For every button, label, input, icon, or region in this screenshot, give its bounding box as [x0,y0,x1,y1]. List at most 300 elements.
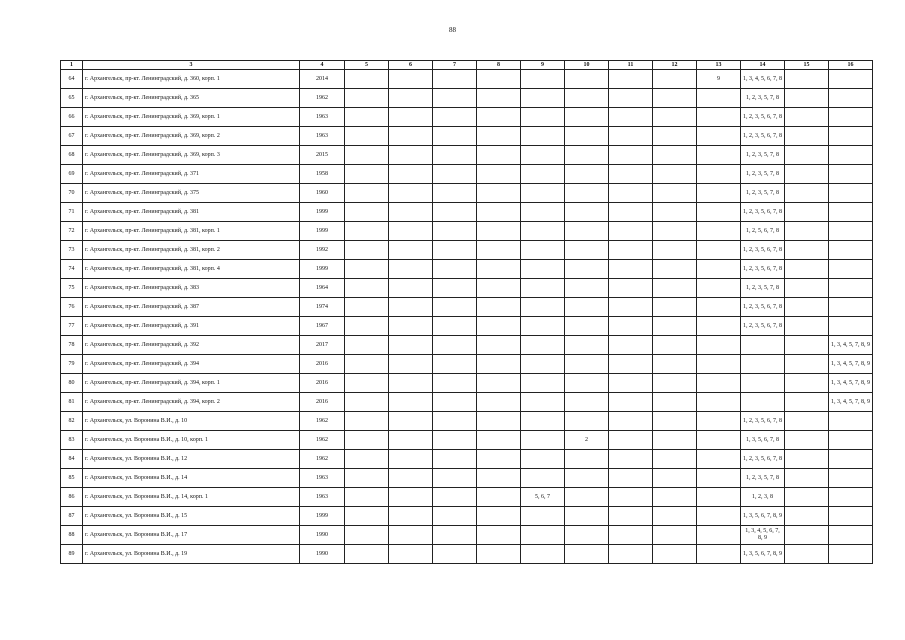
table-cell [389,374,433,393]
table-cell [433,450,477,469]
table-cell [477,298,521,317]
table-cell [433,298,477,317]
table-cell [389,431,433,450]
table-cell [345,70,389,89]
table-cell [565,469,609,488]
row-number-cell: 74 [61,260,83,279]
table-cell [433,241,477,260]
table-cell [697,146,741,165]
table-cell [653,336,697,355]
table-cell [697,450,741,469]
year-cell: 1999 [300,260,345,279]
table-cell [785,165,829,184]
table-cell [697,184,741,203]
table-cell [345,431,389,450]
table-row [61,507,873,526]
table-cell [433,108,477,127]
table-cell [653,412,697,431]
table-cell [433,336,477,355]
table-cell: 1, 2, 3, 5, 6, 7, 8 [741,412,785,431]
table-cell [433,260,477,279]
table-cell [653,184,697,203]
table-cell [785,469,829,488]
table-cell [653,127,697,146]
address-cell: г. Архангельск, ул. Воронина В.И., д. 10 [83,412,300,431]
year-cell: 1962 [300,89,345,108]
table-cell [389,317,433,336]
table-cell [697,412,741,431]
table-cell [609,260,653,279]
table-cell: 1, 2, 3, 5, 7, 8 [741,184,785,203]
table-cell [389,412,433,431]
table-cell [785,146,829,165]
table-cell [477,146,521,165]
address-cell: г. Архангельск, пр-кт. Ленинградский, д. 387 [83,298,300,317]
table-cell [521,545,565,564]
table-cell [565,127,609,146]
table-cell [345,89,389,108]
table-cell [785,393,829,412]
year-cell: 2017 [300,336,345,355]
table-cell [433,412,477,431]
table-cell [697,222,741,241]
table-cell [345,165,389,184]
table-cell: 1, 2, 3, 5, 6, 7, 8 [741,298,785,317]
table-cell [477,108,521,127]
table-cell [345,127,389,146]
table-cell [345,241,389,260]
table-cell: 2 [565,431,609,450]
year-cell: 1974 [300,298,345,317]
table-cell [477,526,521,545]
table-cell [785,184,829,203]
table-cell [785,203,829,222]
table-cell [389,450,433,469]
table-cell [433,317,477,336]
address-cell: г. Архангельск, пр-кт. Ленинградский, д. 392 [83,336,300,355]
year-cell: 1990 [300,526,345,545]
table-cell [389,203,433,222]
row-number-cell: 85 [61,469,83,488]
table-row [61,412,873,431]
table-cell [345,260,389,279]
table-cell [433,374,477,393]
table-cell [521,70,565,89]
column-header: 4 [300,61,345,70]
table-cell [829,507,873,526]
table-cell [609,469,653,488]
table-cell: 5, 6, 7 [521,488,565,507]
table-cell [521,127,565,146]
row-number-cell: 70 [61,184,83,203]
table-cell [345,146,389,165]
table-cell [609,412,653,431]
table-cell [653,279,697,298]
table-cell [477,184,521,203]
table-cell [521,336,565,355]
table-cell [653,507,697,526]
column-header: 12 [653,61,697,70]
table-cell [653,393,697,412]
table-cell [565,279,609,298]
table-cell [477,165,521,184]
table-cell [433,89,477,108]
table-cell: 1, 2, 5, 6, 7, 8 [741,222,785,241]
table-cell [609,336,653,355]
table-cell: 1, 2, 3, 5, 6, 7, 8 [741,127,785,146]
table-cell [609,488,653,507]
row-number-cell: 71 [61,203,83,222]
table-cell: 1, 3, 5, 6, 7, 8, 9 [741,545,785,564]
year-cell: 2016 [300,393,345,412]
table-cell [433,393,477,412]
table-cell [653,89,697,108]
table-cell [741,355,785,374]
table-cell [697,89,741,108]
table-cell [521,507,565,526]
table-cell [389,507,433,526]
table-cell [653,545,697,564]
address-cell: г. Архангельск, ул. Воронина В.И., д. 12 [83,450,300,469]
table-cell [829,222,873,241]
table-cell [521,393,565,412]
table-cell [433,146,477,165]
table-cell [829,279,873,298]
year-cell: 1964 [300,279,345,298]
address-cell: г. Архангельск, пр-кт. Ленинградский, д. 394, корп. 2 [83,393,300,412]
row-number-cell: 89 [61,545,83,564]
row-number-cell: 65 [61,89,83,108]
address-cell: г. Архангельск, пр-кт. Ленинградский, д. 375 [83,184,300,203]
table-cell [653,374,697,393]
table-cell [829,108,873,127]
table-cell [433,545,477,564]
table-cell [433,222,477,241]
table-cell: 1, 2, 3, 5, 6, 7, 8 [741,203,785,222]
table-cell [433,203,477,222]
address-cell: г. Архангельск, пр-кт. Ленинградский, д. 394, корп. 1 [83,374,300,393]
year-cell: 1992 [300,241,345,260]
table-cell [653,488,697,507]
table-row [61,184,873,203]
table-cell [477,374,521,393]
table-cell [697,127,741,146]
row-number-cell: 73 [61,241,83,260]
table-cell: 1, 3, 4, 5, 7, 8, 9 [829,374,873,393]
table-cell [565,222,609,241]
year-cell: 2016 [300,374,345,393]
table-cell [697,279,741,298]
table-cell [345,222,389,241]
table-cell [697,545,741,564]
table-cell [741,336,785,355]
table-cell: 1, 3, 4, 5, 7, 8, 9 [829,355,873,374]
table-cell [521,146,565,165]
column-header: 16 [829,61,873,70]
table-cell [785,545,829,564]
table-row [61,355,873,374]
table-cell: 1, 2, 3, 5, 7, 8 [741,146,785,165]
table-cell [389,89,433,108]
table-cell [609,165,653,184]
year-cell: 2016 [300,355,345,374]
table-cell [609,127,653,146]
table-cell [345,412,389,431]
table-cell [389,279,433,298]
column-header: 3 [83,61,300,70]
table-row [61,450,873,469]
table-cell [389,298,433,317]
table-cell [697,374,741,393]
table-cell [389,70,433,89]
table-row [61,260,873,279]
table-cell [609,222,653,241]
table-cell [521,412,565,431]
table-cell [697,203,741,222]
table-cell [345,393,389,412]
table-cell [345,279,389,298]
table-cell [697,317,741,336]
table-cell [565,488,609,507]
year-cell: 2015 [300,146,345,165]
table-cell [565,374,609,393]
table-cell [477,260,521,279]
year-cell: 1963 [300,127,345,146]
table-cell [389,393,433,412]
table-cell [521,431,565,450]
row-number-cell: 66 [61,108,83,127]
row-number-cell: 69 [61,165,83,184]
table-cell [389,260,433,279]
table-row [61,374,873,393]
table-cell [389,336,433,355]
table-cell [345,545,389,564]
table-cell [609,279,653,298]
address-cell: г. Архангельск, пр-кт. Ленинградский, д. 391 [83,317,300,336]
table-cell [609,184,653,203]
table-cell: 1, 2, 3, 8 [741,488,785,507]
table-row [61,431,873,450]
table-cell: 1, 2, 3, 5, 6, 7, 8 [741,260,785,279]
address-cell: г. Архангельск, пр-кт. Ленинградский, д. 381 [83,203,300,222]
table-cell [609,108,653,127]
table-cell [565,450,609,469]
row-number-cell: 79 [61,355,83,374]
column-header: 8 [477,61,521,70]
column-header: 15 [785,61,829,70]
address-cell: г. Архангельск, ул. Воронина В.И., д. 10, корп. 1 [83,431,300,450]
address-cell: г. Архангельск, пр-кт. Ленинградский, д. 369, корп. 3 [83,146,300,165]
table-row [61,241,873,260]
row-number-cell: 77 [61,317,83,336]
table-cell [829,526,873,545]
header-row [61,61,873,70]
column-header: 6 [389,61,433,70]
table-cell [609,241,653,260]
table-cell [345,450,389,469]
address-cell: г. Архангельск, пр-кт. Ленинградский, д. 360, корп. 1 [83,70,300,89]
table-cell [565,298,609,317]
table-cell [389,127,433,146]
table-cell [785,355,829,374]
table-cell [521,89,565,108]
table-cell [609,298,653,317]
row-number-cell: 78 [61,336,83,355]
table-cell [477,317,521,336]
table-cell [565,507,609,526]
row-number-cell: 84 [61,450,83,469]
table-cell [521,241,565,260]
address-cell: г. Архангельск, пр-кт. Ленинградский, д. 369, корп. 1 [83,108,300,127]
table-cell [653,108,697,127]
table-cell [609,450,653,469]
table-cell [653,431,697,450]
year-cell: 1963 [300,488,345,507]
table-cell: 1, 2, 3, 5, 7, 8 [741,279,785,298]
row-number-cell: 88 [61,526,83,545]
table-cell [609,203,653,222]
table-cell [477,507,521,526]
row-number-cell: 68 [61,146,83,165]
table-cell: 1, 2, 3, 5, 7, 8 [741,469,785,488]
table-cell [609,507,653,526]
column-header: 1 [61,61,83,70]
table-cell [389,526,433,545]
year-cell: 1960 [300,184,345,203]
table-cell [521,165,565,184]
table-cell [609,70,653,89]
address-cell: г. Архангельск, пр-кт. Ленинградский, д. 381, корп. 4 [83,260,300,279]
table-cell: 1, 2, 3, 5, 7, 8 [741,165,785,184]
row-number-cell: 67 [61,127,83,146]
table-cell [477,488,521,507]
table-cell [389,222,433,241]
table-cell [433,70,477,89]
address-cell: г. Архангельск, ул. Воронина В.И., д. 19 [83,545,300,564]
table-cell [477,545,521,564]
table-cell [785,70,829,89]
table-cell [433,507,477,526]
year-cell: 1999 [300,222,345,241]
table-cell [565,412,609,431]
data-table [60,60,873,564]
year-cell: 1999 [300,507,345,526]
table-cell [785,526,829,545]
table-row [61,165,873,184]
table-cell [565,545,609,564]
table-cell [785,260,829,279]
table-cell [697,507,741,526]
table-cell [345,355,389,374]
table-cell [829,469,873,488]
table-cell [477,393,521,412]
year-cell: 1958 [300,165,345,184]
year-cell: 2014 [300,70,345,89]
table-cell [653,355,697,374]
table-cell [345,469,389,488]
table-cell [521,374,565,393]
table-cell [697,336,741,355]
table-cell: 1, 3, 4, 5, 6, 7, 8, 9 [741,526,785,545]
table-cell [477,279,521,298]
table-cell [653,298,697,317]
address-cell: г. Архангельск, пр-кт. Ленинградский, д. 381, корп. 2 [83,241,300,260]
table-cell [345,374,389,393]
table-cell [477,222,521,241]
table-cell [389,545,433,564]
table-cell [741,374,785,393]
table-cell [829,488,873,507]
table-cell [697,298,741,317]
table-row [61,70,873,89]
table-cell [785,431,829,450]
table-cell [609,374,653,393]
table-cell [829,70,873,89]
table-cell [521,203,565,222]
table-cell [829,127,873,146]
table-cell [697,488,741,507]
table-row [61,203,873,222]
table-cell [653,70,697,89]
row-number-cell: 82 [61,412,83,431]
table-cell [609,545,653,564]
table-cell [653,317,697,336]
row-number-cell: 76 [61,298,83,317]
table-cell [345,526,389,545]
table-cell [697,241,741,260]
table-cell [477,431,521,450]
row-number-cell: 75 [61,279,83,298]
year-cell: 1962 [300,431,345,450]
table-cell: 1, 2, 3, 5, 6, 7, 8 [741,450,785,469]
table-cell [609,526,653,545]
row-number-cell: 64 [61,70,83,89]
address-cell: г. Архангельск, пр-кт. Ленинградский, д. 365 [83,89,300,108]
table-cell [389,108,433,127]
table-cell [697,355,741,374]
table-row [61,127,873,146]
table-cell [829,165,873,184]
table-cell [829,184,873,203]
table-cell [521,298,565,317]
table-cell [565,355,609,374]
table-cell [609,355,653,374]
table-cell [565,393,609,412]
table-cell [697,526,741,545]
table-cell [697,260,741,279]
table-row [61,298,873,317]
table-cell [785,222,829,241]
address-cell: г. Архангельск, пр-кт. Ленинградский, д. 381, корп. 1 [83,222,300,241]
table-cell [389,146,433,165]
table-cell [829,260,873,279]
column-header: 7 [433,61,477,70]
table-cell [565,317,609,336]
table-cell [785,317,829,336]
table-cell [609,89,653,108]
table-cell [389,469,433,488]
year-cell: 1962 [300,450,345,469]
table-cell [697,165,741,184]
table-cell [829,146,873,165]
table-cell [653,146,697,165]
table-cell: 1, 2, 3, 5, 6, 7, 8 [741,317,785,336]
table-cell [477,127,521,146]
table-cell [521,355,565,374]
table-cell: 1, 3, 5, 6, 7, 8 [741,431,785,450]
table-cell [785,241,829,260]
table-cell: 1, 3, 5, 6, 7, 8, 9 [741,507,785,526]
